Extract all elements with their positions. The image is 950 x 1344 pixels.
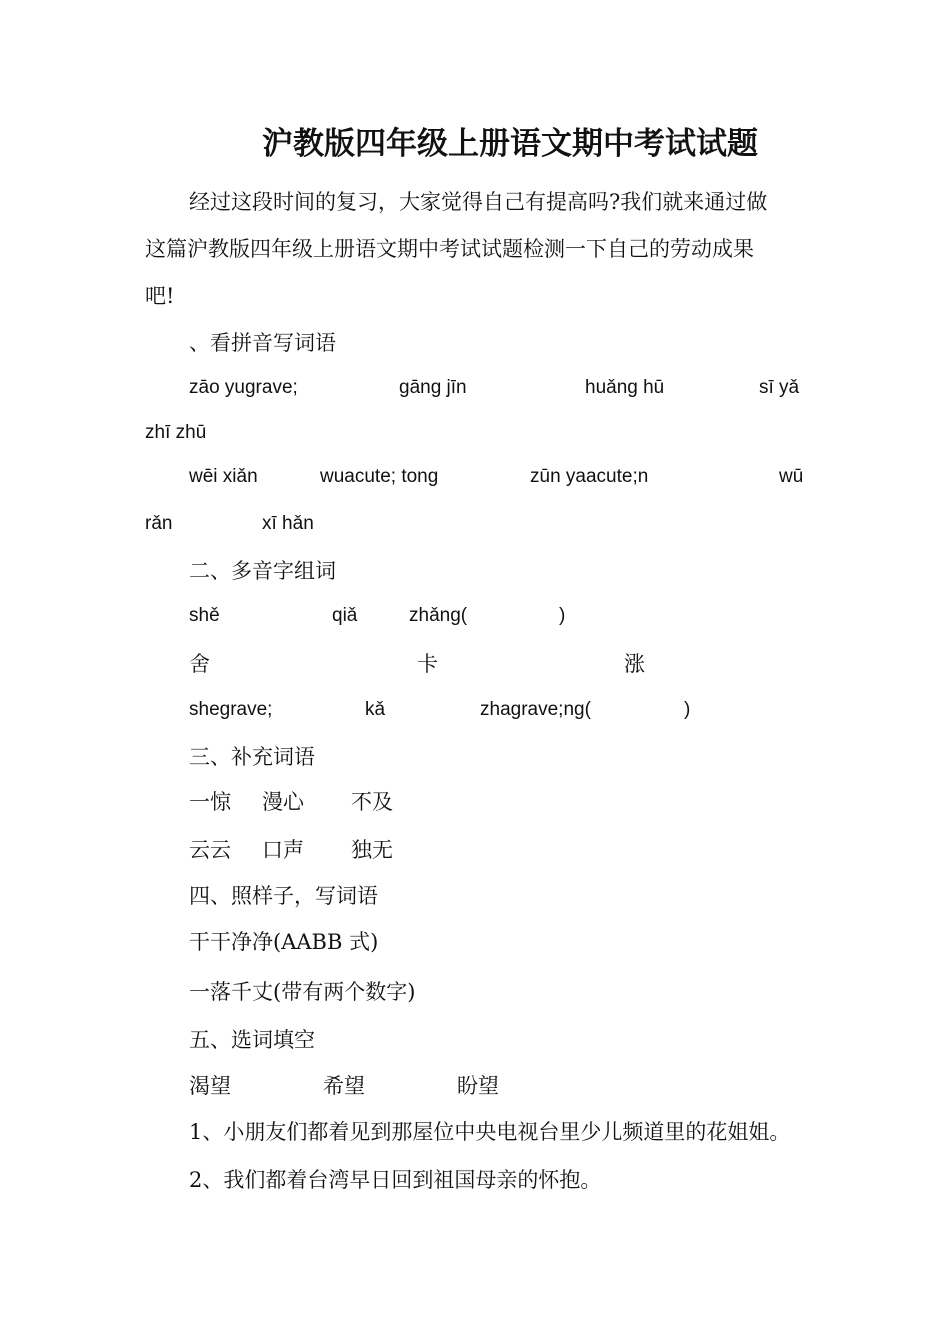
- question-1: 1、小朋友们都着见到那屋位中央电视台里少儿频道里的花姐姐。: [189, 1120, 791, 1144]
- pinyin-item: zhī zhū: [145, 422, 207, 443]
- pinyin-item: shegrave;: [189, 699, 273, 720]
- pinyin-item: wuacute; tong: [320, 466, 439, 487]
- pinyin-item: kǎ: [365, 699, 386, 720]
- pinyin-item: wēi xiǎn: [189, 466, 258, 487]
- pinyin-item: ): [684, 699, 691, 720]
- idiom-fill: 云云: [189, 838, 231, 862]
- intro-line-3: 吧!: [145, 284, 175, 308]
- pinyin-item: ): [559, 605, 566, 626]
- idiom-fill: 一惊: [189, 790, 231, 814]
- choice-word: 希望: [323, 1074, 365, 1098]
- polyphone-char: 卡: [417, 652, 438, 676]
- pinyin-item: zhagrave;ng(: [480, 699, 591, 720]
- pinyin-item: sī yǎ: [759, 377, 800, 398]
- pattern-item: 干干净净(AABB 式): [189, 930, 379, 954]
- section2-heading: 二、多音字组词: [189, 559, 336, 583]
- pattern-item: 一落千丈(带有两个数字): [189, 980, 416, 1004]
- pinyin-item: qiǎ: [332, 605, 358, 626]
- section3-heading: 三、补充词语: [189, 745, 315, 769]
- idiom-fill: 口声: [262, 838, 304, 862]
- polyphone-char: 舍: [189, 652, 210, 676]
- idiom-fill: 漫心: [262, 790, 304, 814]
- section1-heading: 、看拼音写词语: [189, 331, 336, 355]
- section4-heading: 四、照样子，写词语: [189, 884, 378, 908]
- pinyin-item: huǎng hū: [585, 377, 665, 398]
- choice-word: 渴望: [189, 1074, 231, 1098]
- pinyin-item: zhǎng(: [409, 605, 468, 626]
- intro-line-1: 经过这段时间的复习，大家觉得自己有提高吗?我们就来通过做: [189, 190, 768, 214]
- question-2: 2、我们都着台湾早日回到祖国母亲的怀抱。: [189, 1168, 602, 1192]
- pinyin-item: rǎn: [145, 513, 173, 534]
- pinyin-item: shě: [189, 605, 220, 626]
- pinyin-item: xī hǎn: [262, 513, 314, 534]
- polyphone-char: 涨: [624, 652, 645, 676]
- idiom-fill: 独无: [351, 838, 393, 862]
- pinyin-item: zūn yaacute;n: [530, 466, 649, 487]
- intro-line-2: 这篇沪教版四年级上册语文期中考试试题检测一下自己的劳动成果: [145, 237, 754, 261]
- document-title: 沪教版四年级上册语文期中考试试题: [262, 126, 758, 162]
- pinyin-item: zāo yugrave;: [189, 377, 298, 398]
- section5-heading: 五、选词填空: [189, 1028, 315, 1052]
- pinyin-item: gāng jīn: [399, 377, 467, 398]
- idiom-fill: 不及: [351, 790, 393, 814]
- choice-word: 盼望: [457, 1074, 499, 1098]
- pinyin-item: wū: [779, 466, 804, 487]
